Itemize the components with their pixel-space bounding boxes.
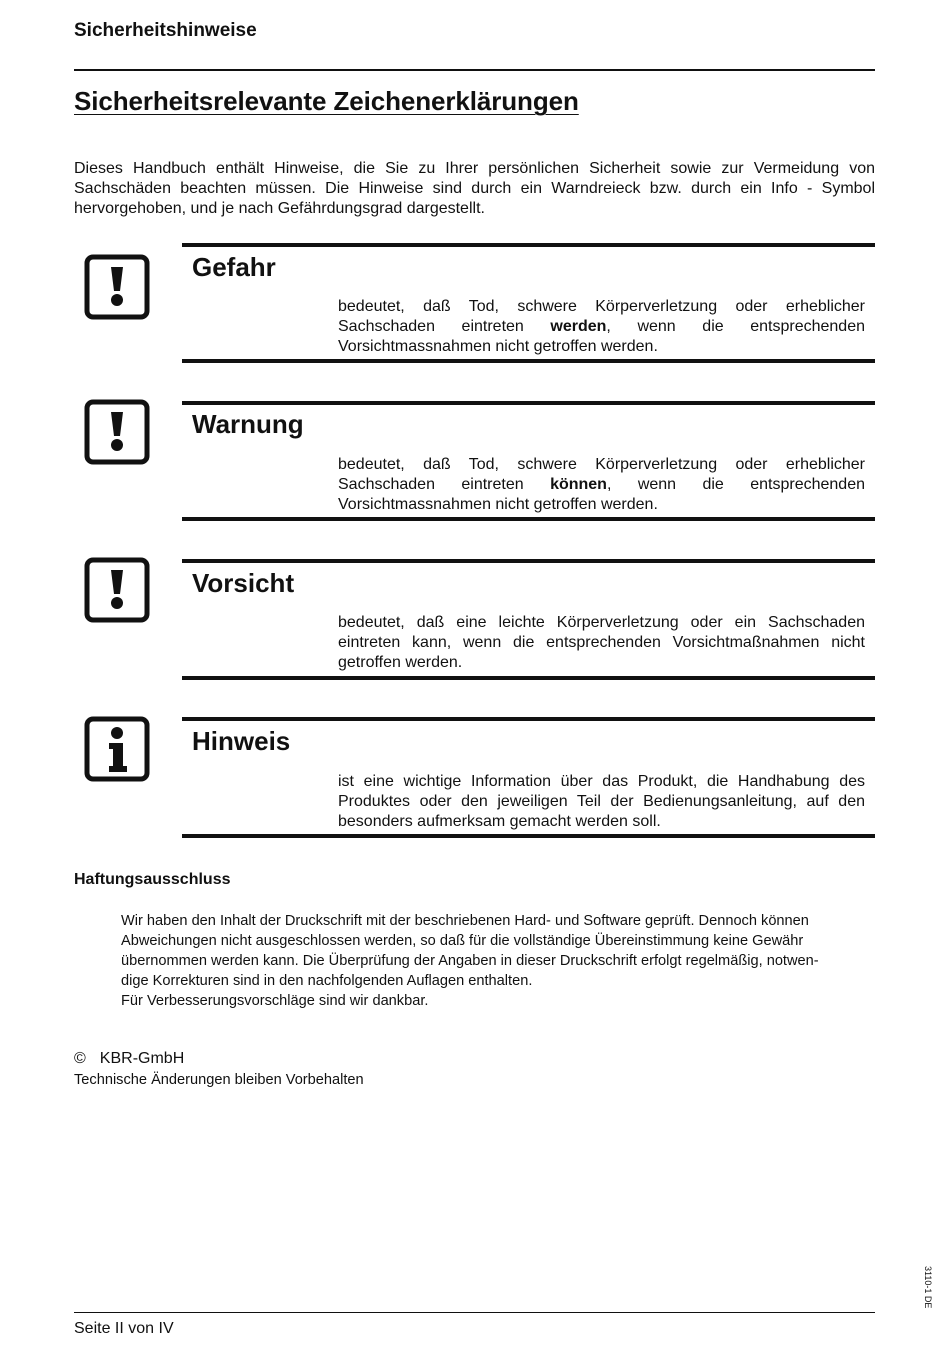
notice-description xyxy=(338,613,865,673)
header-divider xyxy=(74,69,875,71)
notice-text-start: bedeutet, daß Tod, schwere Körperverletzung oder erheblicher Sachschaden eintreten xyxy=(338,298,865,335)
page-number: Seite II von IV xyxy=(74,1320,174,1337)
notice-text-end: , wenn die entsprechenden Vorsichtmassnahmen nicht getroffen werden. xyxy=(338,318,865,355)
notice-text-start: ist eine wichtige Information über das Produkt, die Handhabung des Produktes oder den jeweiligen Teil der Bedienungsanleitung, auf den besonders aufmerksam gemacht werden soll. xyxy=(338,773,865,830)
document-code: 3110-1 DE xyxy=(923,1266,933,1309)
notice-description xyxy=(338,455,865,515)
copyright-line xyxy=(74,1050,184,1068)
notice-title: Warnung xyxy=(192,409,304,439)
notice-bottom-bar xyxy=(182,676,875,680)
disclaimer-line: übernommen werden kann. Die Überprüfung der Angaben in dieser Druckschrift erfolgt regelmäßig, notwen- xyxy=(121,953,819,969)
notice-description xyxy=(338,772,865,832)
notice-top-bar xyxy=(182,243,875,247)
notice-text-emphasis: werden xyxy=(550,318,607,335)
copyright-icon: © xyxy=(74,1050,86,1067)
info-icon xyxy=(84,716,150,782)
notice-text-start: bedeutet, daß Tod, schwere Körperverletzung oder erheblicher Sachschaden eintreten xyxy=(338,456,865,493)
notice-bottom-bar xyxy=(182,834,875,838)
company-name: KBR-GmbH xyxy=(99,1050,185,1067)
section-header: Sicherheitshinweise xyxy=(74,20,257,41)
intro-paragraph: Dieses Handbuch enthält Hinweise, die Sie zu Ihrer persönlichen Sicherheit sowie zur Vermeidung von Sachschäden beachten müssen. Die Hinweise sind durch ein Warndreieck bzw. durch ein Info - Symbol hervorgehoben, und je nach Gefährdungsgrad dargestellt. xyxy=(74,160,875,217)
notice-title: Vorsicht xyxy=(192,568,295,598)
disclaimer-text xyxy=(121,911,841,1011)
disclaimer-line: Abweichungen nicht ausgeschlossen werden, so daß für die vollständige Übereinstimmung keine Gewähr xyxy=(121,933,804,949)
exclamation-icon xyxy=(84,399,150,465)
notice-top-bar xyxy=(182,717,875,721)
notice-top-bar xyxy=(182,559,875,563)
notice-description xyxy=(338,297,865,357)
notice-text-end: , wenn die entsprechenden Vorsichtmassnahmen nicht getroffen werden. xyxy=(338,476,865,513)
disclaimer-heading: Haftungsausschluss xyxy=(74,871,231,888)
notice-bottom-bar xyxy=(182,359,875,363)
notice-text-emphasis: können xyxy=(550,476,607,493)
notice-top-bar xyxy=(182,401,875,405)
notice-text-start: bedeutet, daß eine leichte Körperverletzung oder ein Sachschaden eintreten kann, wenn die entsprechenden Vorsichtmaßnahmen nicht getroffen werden. xyxy=(338,614,865,671)
exclamation-icon xyxy=(84,254,150,320)
technical-changes-note: Technische Änderungen bleiben Vorbehalten xyxy=(74,1072,364,1088)
footer-divider xyxy=(74,1312,875,1313)
notice-title: Hinweis xyxy=(192,726,291,756)
disclaimer-line: dige Korrekturen sind in den nachfolgenden Auflagen enthalten. xyxy=(121,973,533,989)
page-title: Sicherheitsrelevante Zeichenerklärungen xyxy=(74,86,579,116)
disclaimer-line: Wir haben den Inhalt der Druckschrift mit der beschriebenen Hard- und Software geprüft. Dennoch können xyxy=(121,913,809,929)
exclamation-icon xyxy=(84,557,150,623)
notice-title: Gefahr xyxy=(192,252,276,282)
disclaimer-line: Für Verbesserungsvorschläge sind wir dankbar. xyxy=(121,993,429,1009)
notice-bottom-bar xyxy=(182,517,875,521)
